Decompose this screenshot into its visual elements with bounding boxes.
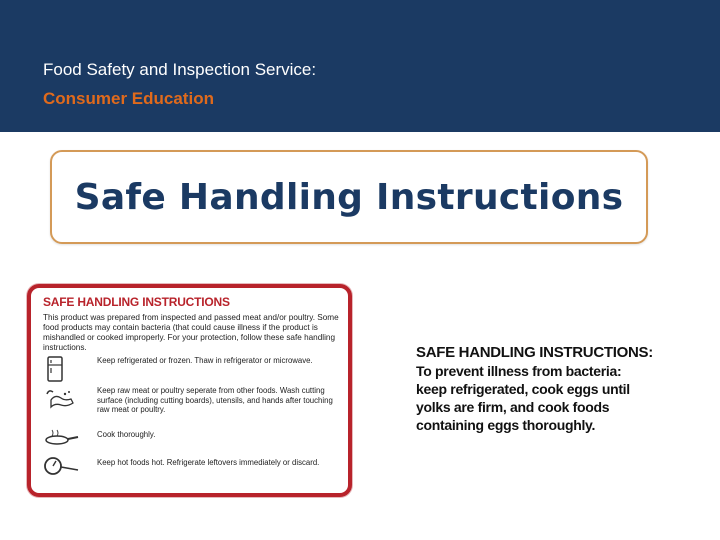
step-text: Keep raw meat or poultry seperate from other foods. Wash cutting surface (including cutting boards), utensils, and hands after touching raw meat or poultry. [97,386,333,414]
egg-label-heading: SAFE HANDLING INSTRUCTIONS: [416,344,653,361]
page-title: Safe Handling Instructions [74,176,624,218]
refrigerator-icon [43,356,79,382]
step-text: Keep refrigerated or frozen. Thaw in refrigerator or microwave. [97,356,313,365]
egg-label [416,344,676,434]
section-name: Consumer Education [43,89,214,108]
step-text: Keep hot foods hot. Refrigerate leftovers immediately or discard. [97,458,320,467]
agency-name: Food Safety and Inspection Service: [43,60,317,79]
hand-washing-icon [43,386,79,412]
meat-poultry-label [27,284,352,497]
step-text: Cook thoroughly. [97,430,156,439]
label-heading: SAFE HANDLING INSTRUCTIONS [43,295,230,309]
label-intro: This product was prepared from inspected and passed meat and/or poultry. Some food products may contain bacteria (that could cause illness if the product is mishandled or cooked improperly. For your protection, follow these safe handling instructions. [43,313,339,352]
header-banner [0,0,720,132]
frying-pan-icon [43,426,79,452]
title-box [50,150,648,244]
egg-label-body: To prevent illness from bacteria: keep refrigerated, cook eggs until yolks are firm, and cook foods containing eggs thoroughly. [416,363,630,433]
thermometer-icon [43,454,79,480]
